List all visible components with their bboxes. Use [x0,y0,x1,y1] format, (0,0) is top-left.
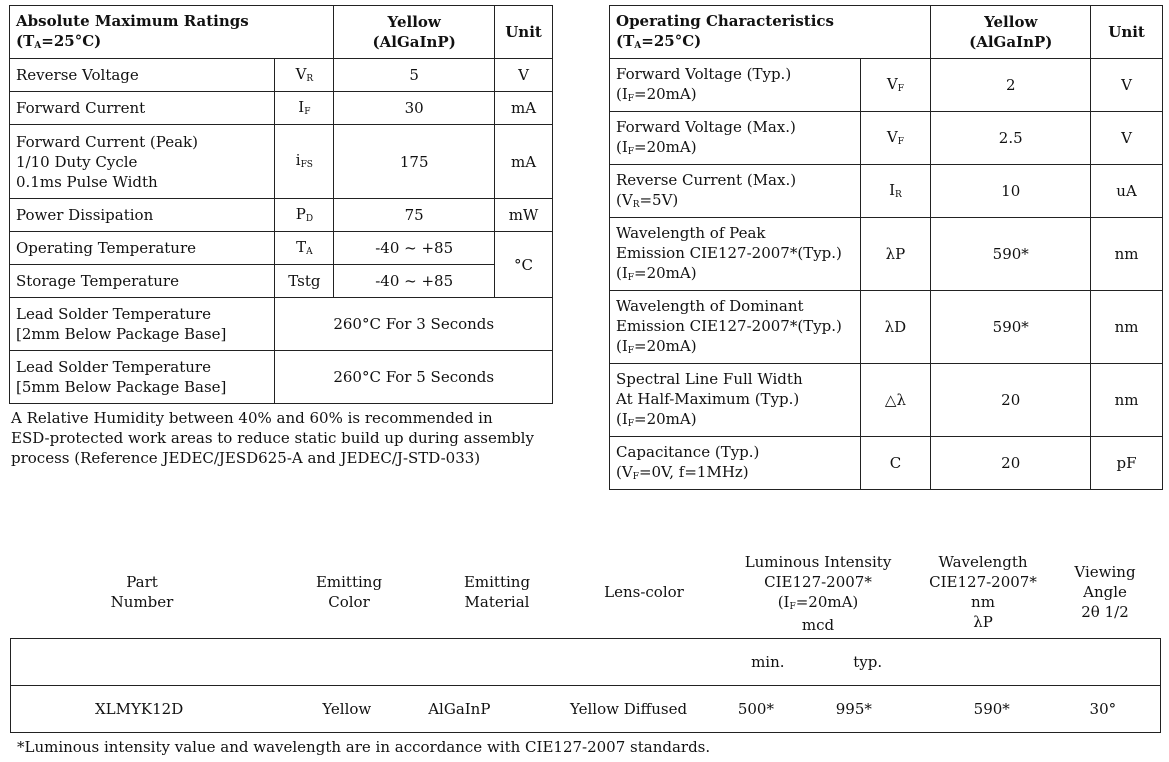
viewing-angle-cell: 30° [1060,686,1161,733]
symbol-cell: $V_F$ [860,112,931,165]
abs-col-unit: Unit [495,6,553,59]
header-lens-color: Lens-color [604,583,684,601]
table-row [610,112,1163,165]
table-row [11,686,1161,733]
param-cell: Lead Solder Temperature [2mm Below Package Base] [10,298,275,351]
table-row [610,165,1163,218]
value-cell: 75 [334,199,495,232]
value-cell: 30 [334,92,495,125]
part-number-cell: XLMYK12D [11,686,275,733]
unit-cell: nm [1091,291,1163,364]
symbol-cell: $I_F$ [275,92,334,125]
value-cell: -40 ~ +85 [334,232,495,265]
abs-col-yellow [334,6,495,59]
value-cell: 590* [931,291,1091,364]
header-emitting-material: Emitting Material [463,573,531,611]
symbol-cell: λP [860,218,931,291]
param-cell: Forward Current [10,92,275,125]
param-cell: Capacitance (Typ.) ($V_F=0V$, f=1MHz) [610,437,861,490]
param-cell: Power Dissipation [10,199,275,232]
typ-label: typ. [818,639,918,686]
value-cell: 260°C For 5 Seconds [275,351,553,404]
table-row [10,298,553,351]
param-cell: Forward Voltage (Typ.) $(I_F=20mA)$ [610,59,861,112]
min-label: min. [718,639,818,686]
unit-cell: V [495,59,553,92]
min-intensity-cell: 500* [718,686,818,733]
value-cell: 10 [931,165,1091,218]
table-row [610,218,1163,291]
unit-cell: pF [1091,437,1163,490]
value-cell: 20 [931,437,1091,490]
unit-cell: mA [495,125,553,199]
param-cell: Reverse Voltage [10,59,275,92]
header-part-number: Part Number [110,573,174,611]
unit-cell: mA [495,92,553,125]
symbol-cell: Tstg [275,265,334,298]
value-cell: 2 [931,59,1091,112]
param-cell: Forward Current (Peak) 1/10 Duty Cycle 0.1ms Pulse Width [10,125,275,199]
table-row [10,125,553,199]
value-cell: 2.5 [931,112,1091,165]
symbol-cell: $I_R$ [860,165,931,218]
footnote: *Luminous intensity value and wavelength are in accordance with CIE127-2007 standards. [17,738,711,756]
param-cell: Lead Solder Temperature [5mm Below Package Base] [10,351,275,404]
param-cell: Operating Temperature [10,232,275,265]
abs-title: Absolute Maximum Ratings [16,11,249,30]
table-row [610,59,1163,112]
value-cell: -40 ~ +85 [334,265,495,298]
ops-title-cell [610,6,931,59]
temperature-unit-cell: °C [495,232,553,298]
value-cell: 175 [334,125,495,199]
table-row [10,265,553,298]
header-emitting-color: Emitting Color [315,573,383,611]
symbol-cell: $P_D$ [275,199,334,232]
value-cell: 5 [334,59,495,92]
unit-cell: nm [1091,218,1163,291]
table-row [610,291,1163,364]
ops-condition: $(T_A=25^\circ C)$ [616,31,702,51]
value-cell: 20 [931,364,1091,437]
symbol-cell: C [860,437,931,490]
ops-title: Operating Characteristics [616,11,835,30]
wavelength-cell: 590* [918,686,1060,733]
param-cell: Spectral Line Full Width At Half-Maximum (Typ.) $(I_F=20mA)$ [610,364,861,437]
unit-cell: V [1091,59,1163,112]
param-cell: Reverse Current (Max.) $(V_R=5V)$ [610,165,861,218]
ops-col-unit: Unit [1091,6,1163,59]
table-row [610,437,1163,490]
table-row [10,232,553,265]
abs-col-material: (AlGaInP) [372,33,456,51]
part-number-table [10,638,1161,733]
param-cell: Wavelength of Peak Emission CIE127-2007*(Typ.) $(I_F=20mA)$ [610,218,861,291]
table-row [10,199,553,232]
table-row [10,59,553,92]
value-cell: 260°C For 3 Seconds [275,298,553,351]
unit-cell: V [1091,112,1163,165]
symbol-cell: $V_F$ [860,59,931,112]
symbol-cell: λD [860,291,931,364]
unit-cell: uA [1091,165,1163,218]
typ-intensity-cell: 995* [818,686,918,733]
emitting-color-cell: Yellow [274,686,422,733]
subheader-row [11,639,1161,686]
ops-col-color: Yellow [984,13,1038,31]
lens-color-cell: Yellow Diffused [570,686,718,733]
param-cell: Wavelength of Dominant Emission CIE127-2007*(Typ.) $(I_F=20mA)$ [610,291,861,364]
humidity-note: A Relative Humidity between 40% and 60% is recommended in ESD-protected work areas to reduce static build up during assembly process (Reference JEDEC/JESD625-A and JEDEC/J-STD-033) [11,409,534,467]
table-row [10,92,553,125]
unit-cell: nm [1091,364,1163,437]
abs-title-cell [10,6,334,59]
symbol-cell: △λ [860,364,931,437]
symbol-cell: $i_{FS}$ [275,125,334,199]
param-cell: Forward Voltage (Max.) $(I_F=20mA)$ [610,112,861,165]
ops-col-material: (AlGaInP) [969,33,1053,51]
value-cell: 590* [931,218,1091,291]
param-cell: Storage Temperature [10,265,275,298]
symbol-cell: $V_R$ [275,59,334,92]
header-wavelength: Wavelength CIE127-2007* nm λP [929,553,1037,631]
emitting-material-cell: AlGaInP [422,686,570,733]
ops-col-yellow [931,6,1091,59]
abs-condition: $(T_A=25^\circ C)$ [16,31,102,51]
abs-col-color: Yellow [387,13,441,31]
header-luminous-intensity: Luminous Intensity CIE127-2007* $(I_F=20mA)$ mcd [744,553,892,634]
absolute-maximum-ratings-table [9,5,553,404]
operating-characteristics-table [609,5,1163,490]
unit-cell: mW [495,199,553,232]
header-viewing-angle: Viewing Angle 2θ 1/2 [1074,563,1136,621]
table-row [10,351,553,404]
table-row [610,364,1163,437]
symbol-cell: $T_A$ [275,232,334,265]
